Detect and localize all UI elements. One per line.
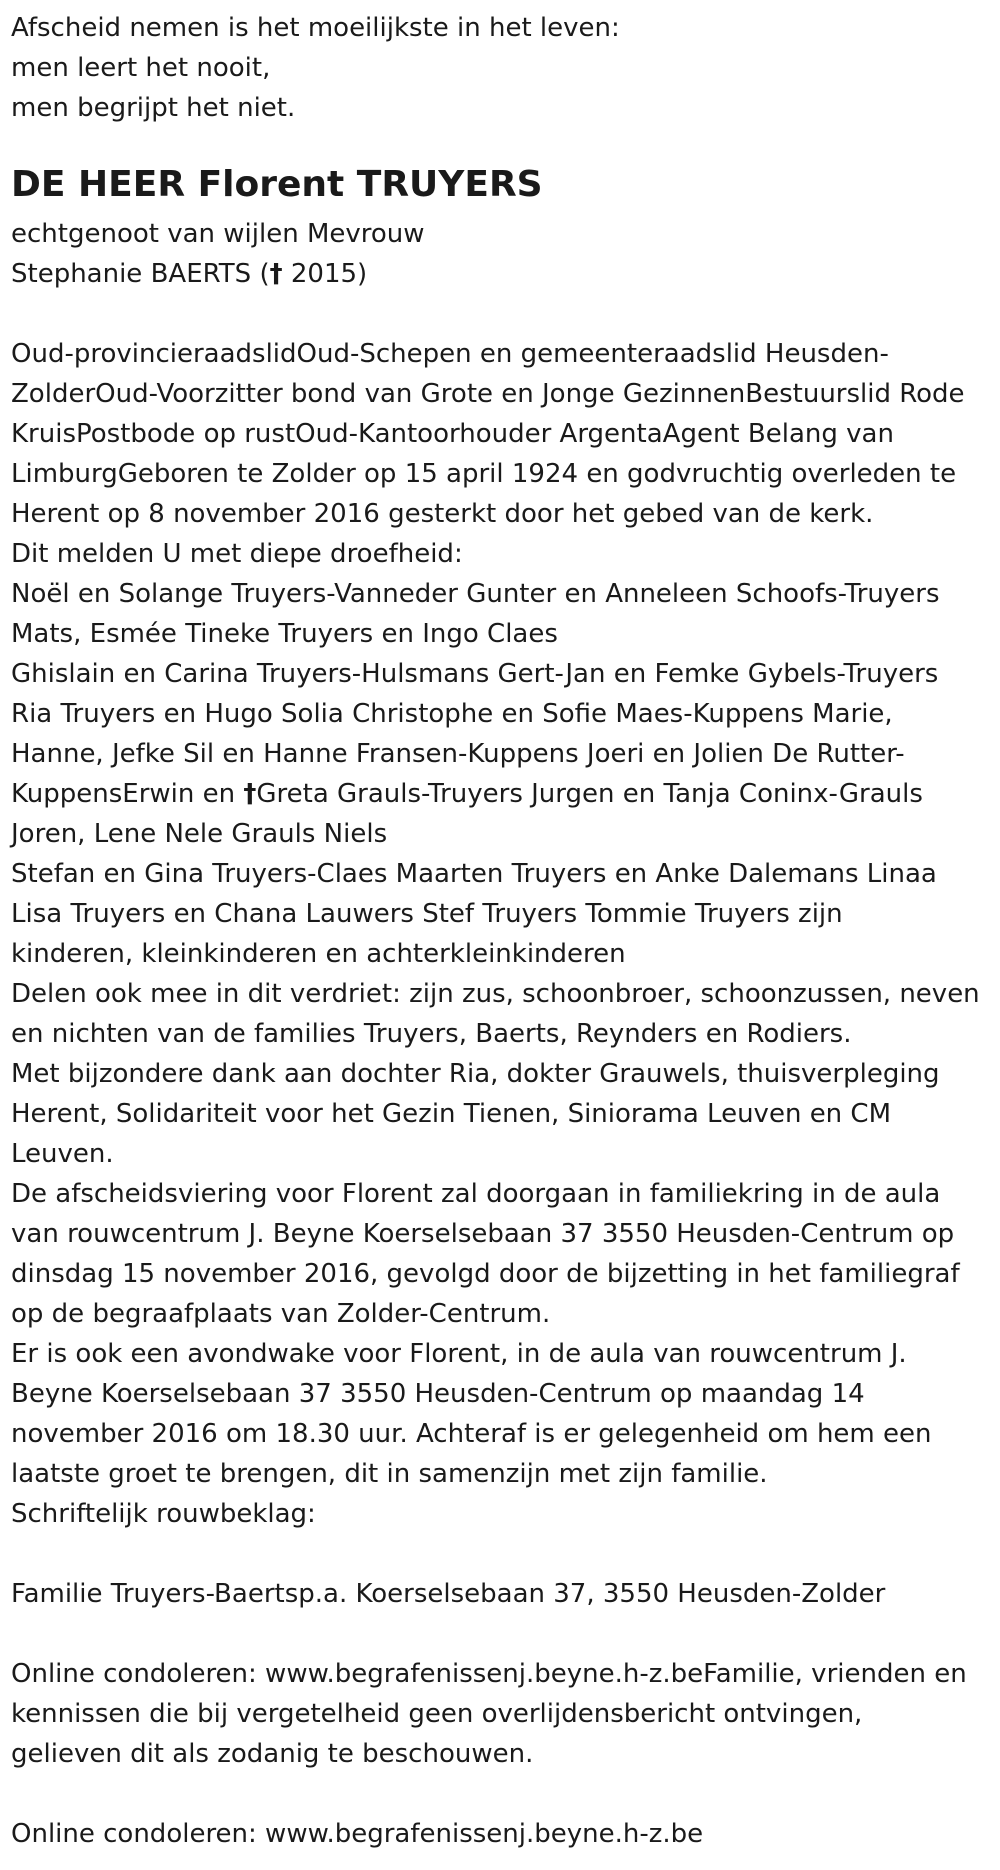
spouse-info: [11, 214, 985, 294]
body-line: LimburgGeboren te Zolder op 15 april 1924 en godvruchtig overleden te: [11, 459, 957, 489]
spacer: [11, 294, 985, 334]
body-line: op de begraafplaats van Zolder-Centrum.: [11, 1299, 551, 1329]
online-condolence-link: Online condoleren: www.begrafenissenj.beyne.h-z.be: [11, 1819, 704, 1849]
body-line: ZolderOud-Voorzitter bond van Grote en Jonge GezinnenBestuurslid Rode: [11, 379, 965, 409]
body-line: Leuven.: [11, 1139, 114, 1169]
body-text: Greta Grauls-Truyers Jurgen en Tanja Coninx-Grauls: [256, 779, 923, 809]
spacer: [11, 1614, 985, 1654]
condolence-line: kennissen die bij vergetelheid geen overlijdensbericht ontvingen,: [11, 1699, 863, 1729]
spacer: [11, 1774, 985, 1814]
body-line: Mats, Esmée Tineke Truyers en Ingo Claes: [11, 619, 558, 649]
body-text: KuppensErwin en: [11, 779, 244, 809]
deceased-name: DE HEER Florent TRUYERS: [11, 164, 543, 205]
body-line: Stefan en Gina Truyers-Claes Maarten Truyers en Anke Dalemans Linaa: [11, 859, 937, 889]
body-line: laatste groet te brengen, dit in samenzijn met zijn familie.: [11, 1459, 768, 1489]
body-line: Noël en Solange Truyers-Vanneder Gunter en Anneleen Schoofs-Truyers: [11, 579, 940, 609]
body-line: Oud-provincieraadslidOud-Schepen en gemeenteraadslid Heusden-: [11, 339, 889, 369]
body-line: van rouwcentrum J. Beyne Koerselsebaan 37 3550 Heusden-Centrum op: [11, 1219, 955, 1249]
spouse-year-text: 2015): [282, 259, 368, 289]
body-line: De afscheidsviering voor Florent zal doorgaan in familiekring in de aula: [11, 1179, 941, 1209]
spouse-name-text: Stephanie BAERTS (: [11, 259, 270, 289]
body-line: Lisa Truyers en Chana Lauwers Stef Truyers Tommie Truyers zijn: [11, 899, 843, 929]
body-line: Ghislain en Carina Truyers-Hulsmans Gert-Jan en Femke Gybels-Truyers: [11, 659, 939, 689]
body-line: KruisPostbode op rustOud-Kantoorhouder ArgentaAgent Belang van: [11, 419, 894, 449]
spacer: [11, 1534, 985, 1574]
body-line: Joren, Lene Nele Grauls Niels: [11, 819, 388, 849]
body-line: Schriftelijk rouwbeklag:: [11, 1499, 316, 1529]
condolence-block: [11, 1654, 985, 1774]
cross-icon: †: [269, 259, 283, 289]
cross-icon: †: [243, 779, 257, 809]
obituary-body: [11, 334, 985, 1534]
verse-line: Afscheid nemen is het moeilijkste in het leven:: [11, 13, 620, 43]
condolence-line: gelieven dit als zodanig te beschouwen.: [11, 1739, 534, 1769]
spouse-line: echtgenoot van wijlen Mevrouw: [11, 219, 425, 249]
body-line: en nichten van de families Truyers, Baerts, Reynders en Rodiers.: [11, 1019, 852, 1049]
body-line: november 2016 om 18.30 uur. Achteraf is er gelegenheid om hem een: [11, 1419, 932, 1449]
verse-line: men begrijpt het niet.: [11, 93, 296, 123]
opening-verse: [11, 8, 985, 128]
verse-line: men leert het nooit,: [11, 53, 271, 83]
body-line: Dit melden U met diepe droefheid:: [11, 539, 463, 569]
body-line: [11, 774, 985, 814]
body-line: Herent op 8 november 2016 gesterkt door het gebed van de kerk.: [11, 499, 874, 529]
body-line: Er is ook een avondwake voor Florent, in de aula van rouwcentrum J.: [11, 1339, 907, 1369]
body-line: kinderen, kleinkinderen en achterkleinkinderen: [11, 939, 626, 969]
correspondence-address: Familie Truyers-Baertsp.a. Koerselsebaan 37, 3550 Heusden-Zolder: [11, 1579, 886, 1609]
body-line: dinsdag 15 november 2016, gevolgd door de bijzetting in het familiegraf: [11, 1259, 960, 1289]
body-line: Hanne, Jefke Sil en Hanne Fransen-Kuppens Joeri en Jolien De Rutter-: [11, 739, 905, 769]
body-line: Delen ook mee in dit verdriet: zijn zus, schoonbroer, schoonzussen, neven: [11, 979, 980, 1009]
body-line: Herent, Solidariteit voor het Gezin Tienen, Siniorama Leuven en CM: [11, 1099, 892, 1129]
condolence-line: Online condoleren: www.begrafenissenj.beyne.h-z.beFamilie, vrienden en: [11, 1659, 967, 1689]
body-line: Beyne Koerselsebaan 37 3550 Heusden-Centrum op maandag 14: [11, 1379, 865, 1409]
body-line: Ria Truyers en Hugo Solia Christophe en Sofie Maes-Kuppens Marie,: [11, 699, 893, 729]
spouse-line: [11, 254, 985, 294]
body-line: Met bijzondere dank aan dochter Ria, dokter Grauwels, thuisverpleging: [11, 1059, 940, 1089]
